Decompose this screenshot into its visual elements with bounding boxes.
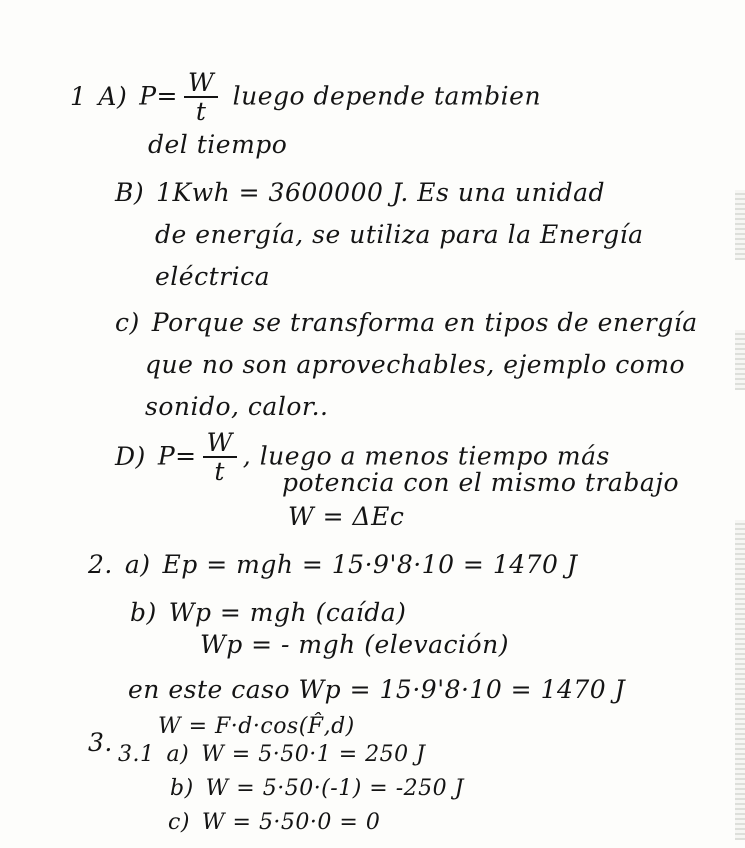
q3-b-line (170, 774, 464, 804)
q3-a-text: W = 5·50·1 = 250 J (201, 742, 426, 767)
q1-d-denominator: t (214, 457, 225, 486)
q3-sub-number: 3.1 (118, 742, 155, 767)
q2-number: 2. (88, 550, 113, 579)
q1-d-label: D) (115, 441, 146, 471)
q1-a-line1 (70, 70, 541, 126)
q1-a-text1: luego depende tambien (232, 81, 542, 111)
q1-a-denominator: t (195, 97, 207, 126)
q3-b-text: W = 5·50·(-1) = -250 J (205, 776, 464, 801)
q1-b-line1 (115, 178, 605, 208)
q1-a-fraction (184, 70, 218, 126)
q1-b-line3: eléctrica (155, 262, 270, 291)
q1-d-numerator: W (203, 430, 237, 458)
q3-c-text: W = 5·50·0 = 0 (201, 810, 381, 835)
q1-b-label: B) (115, 178, 145, 207)
q3-a-line (118, 740, 425, 770)
q3-b-label: b) (170, 776, 194, 801)
q1-number: 1 (70, 81, 87, 111)
q2-conclusion: en este caso Wp = 15·9'8·10 = 1470 J (128, 675, 626, 704)
q1-d-fraction (203, 430, 237, 486)
q1-d-text1: , luego a menos tiempo más (242, 441, 610, 471)
q1-a-lhs: P= (139, 81, 178, 111)
scan-edge-mark (735, 330, 745, 390)
q1-a-numerator: W (184, 70, 218, 98)
scan-edge-mark (735, 520, 745, 840)
q1-c-line2: que no son aprovechables, ejemplo como (145, 350, 686, 379)
q1-c-line3: sonido, calor.. (145, 392, 329, 421)
q2-a-text: Ep = mgh = 15·9'8·10 = 1470 J (162, 550, 578, 579)
q2-a-label: a) (124, 550, 151, 579)
scan-edge-mark (735, 190, 745, 260)
q1-b-text1: 1Kwh = 3600000 J. Es una unidad (156, 178, 605, 207)
q1-b-line2: de energía, se utiliza para la Energía (155, 220, 644, 249)
q1-d-line2: potencia con el mismo trabajo (282, 468, 680, 497)
q1-d-line3: W = ΔEc (288, 502, 405, 531)
q3-formula: W = F·d·cos(F̂,d) (158, 714, 355, 739)
q2-b-line1 (130, 598, 406, 628)
q2-a-line (88, 550, 577, 580)
q2-b-text1: Wp = mgh (caída) (168, 598, 407, 627)
q3-c-label: c) (168, 810, 190, 835)
q2-b-line2: Wp = - mgh (elevación) (200, 630, 509, 659)
q1-c-line1 (115, 308, 698, 338)
q3-number: 3. (88, 728, 113, 757)
q1-d-lhs: P= (157, 441, 197, 471)
q3-a-label: a) (166, 742, 190, 767)
q3-c-line (168, 808, 380, 838)
q1-c-text1: Porque se transforma en tipos de energía (151, 308, 698, 337)
q2-b-label: b) (130, 598, 157, 627)
q1-a-label: A) (98, 81, 128, 111)
q1-c-label: c) (115, 308, 140, 337)
q1-a-text2: del tiempo (148, 130, 288, 159)
